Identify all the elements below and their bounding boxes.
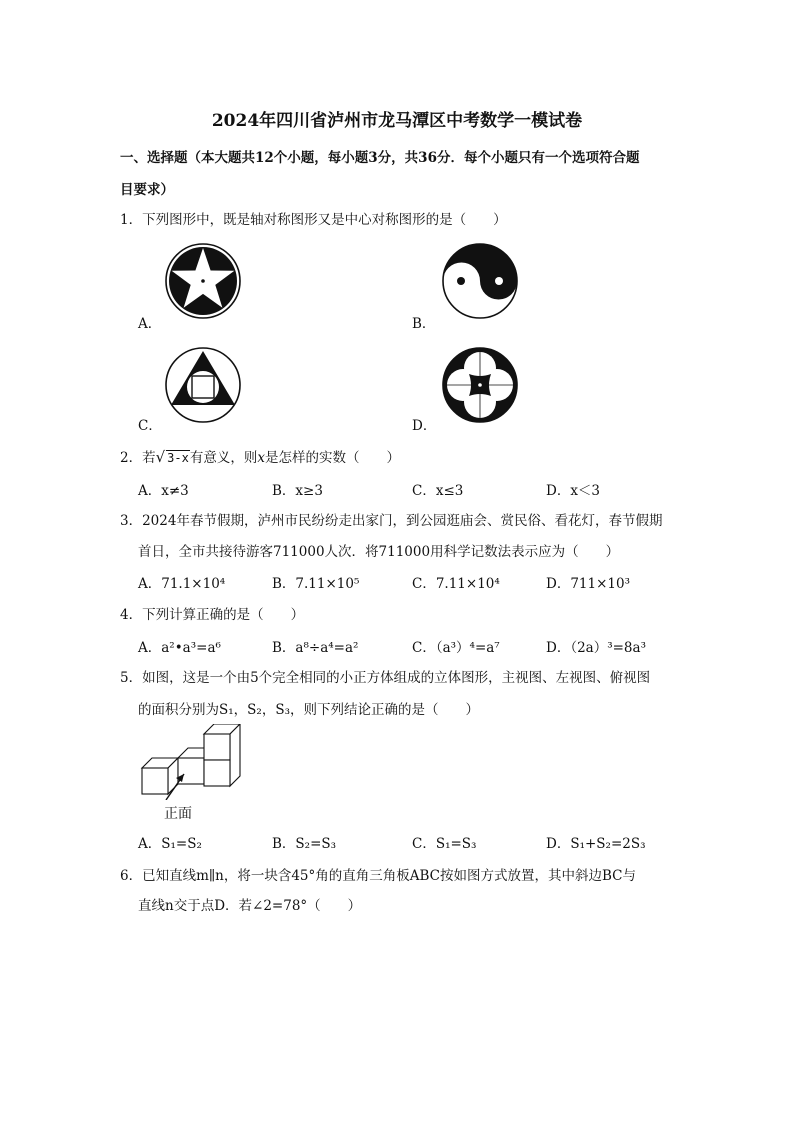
option-2a: A．x≠3 bbox=[138, 483, 189, 499]
question-1 bbox=[120, 208, 507, 228]
question-number: 4． bbox=[120, 607, 143, 623]
question-3-line1 bbox=[120, 509, 662, 529]
four-petal-flower-icon bbox=[440, 346, 520, 424]
option-3d: D．711×10³ bbox=[546, 576, 630, 592]
option-5c: C．S₁=S₃ bbox=[412, 836, 477, 852]
question-text-end: 是怎样的实数（ ） bbox=[264, 450, 400, 466]
question-text: 已知直线m∥n，将一块含45°角的直角三角板ABC按如图方式放置，其中斜边BC与 bbox=[142, 868, 637, 884]
variable: x bbox=[257, 450, 265, 466]
option-4a: A．a²•a³=a⁶ bbox=[138, 640, 221, 656]
question-text: 2024年春节假期，泸州市民纷纷走出家门，到公园逛庙会、赏民俗、看花灯，春节假期 bbox=[142, 513, 663, 529]
star-in-circle-icon bbox=[164, 242, 242, 320]
option-4c: C．（a³）⁴=a⁷ bbox=[412, 640, 500, 656]
question-3-line2: 首日，全市共接待游客711000人次．将711000用科学记数法表示应为（ ） bbox=[138, 544, 620, 560]
triangle-square-in-circle-icon bbox=[164, 346, 242, 424]
question-5-line1 bbox=[120, 666, 650, 686]
question-text: 下列图形中，既是轴对称图形又是中心对称图形的是（ ） bbox=[142, 212, 507, 228]
question-2 bbox=[120, 446, 400, 466]
option-1d-label: D． bbox=[412, 418, 437, 434]
option-2b: B．x≥3 bbox=[272, 483, 323, 499]
option-2d: D．x＜3 bbox=[546, 483, 601, 499]
option-3b: B．7.11×10⁵ bbox=[272, 576, 360, 592]
option-5b: B．S₂=S₃ bbox=[272, 836, 337, 852]
question-4 bbox=[120, 603, 304, 623]
option-2c: C．x≤3 bbox=[412, 483, 464, 499]
option-4d: D．（2a）³=8a³ bbox=[546, 640, 646, 656]
question-text: 下列计算正确的是（ ） bbox=[142, 607, 305, 623]
option-4b: B．a⁸÷a⁴=a² bbox=[272, 640, 359, 656]
option-5d: D．S₁+S₂=2S₃ bbox=[546, 836, 646, 852]
option-1c-label: C． bbox=[138, 418, 162, 434]
radicand: 3-x bbox=[167, 451, 189, 465]
radical-sign: √ bbox=[155, 448, 166, 466]
section-heading-line1: 一、选择题（本大题共12个小题，每小题3分，共36分．每个小题只有一个选项符合题 bbox=[120, 150, 640, 166]
question-number: 6． bbox=[120, 868, 143, 884]
cube-stack-figure bbox=[138, 724, 250, 800]
section-heading-line2: 目要求） bbox=[120, 182, 174, 198]
page-title: 2024年四川省泸州市龙马潭区中考数学一模试卷 bbox=[211, 111, 583, 131]
question-6-line2: 直线n交于点D．若∠2=78°（ ） bbox=[138, 898, 362, 914]
option-5a: A．S₁=S₂ bbox=[138, 836, 202, 852]
question-number: 3． bbox=[120, 513, 143, 529]
question-number: 2． bbox=[120, 450, 143, 466]
option-1a-label: A． bbox=[138, 316, 162, 332]
option-3a: A．71.1×10⁴ bbox=[138, 576, 226, 592]
option-1b-label: B． bbox=[412, 316, 436, 332]
figure-label-front: 正面 bbox=[164, 806, 192, 822]
question-number: 1． bbox=[120, 212, 143, 228]
question-prefix: 若 bbox=[142, 450, 156, 466]
question-number: 5． bbox=[120, 670, 143, 686]
yin-yang-icon bbox=[440, 242, 520, 320]
question-text: 如图，这是一个由5个完全相同的小正方体组成的立体图形，主视图、左视图、俯视图 bbox=[142, 670, 651, 686]
question-text: 有意义，则 bbox=[189, 450, 258, 466]
option-3c: C．7.11×10⁴ bbox=[412, 576, 500, 592]
question-6-line1 bbox=[120, 864, 636, 884]
question-5-line2: 的面积分别为S₁，S₂，S₃，则下列结论正确的是（ ） bbox=[138, 702, 479, 718]
